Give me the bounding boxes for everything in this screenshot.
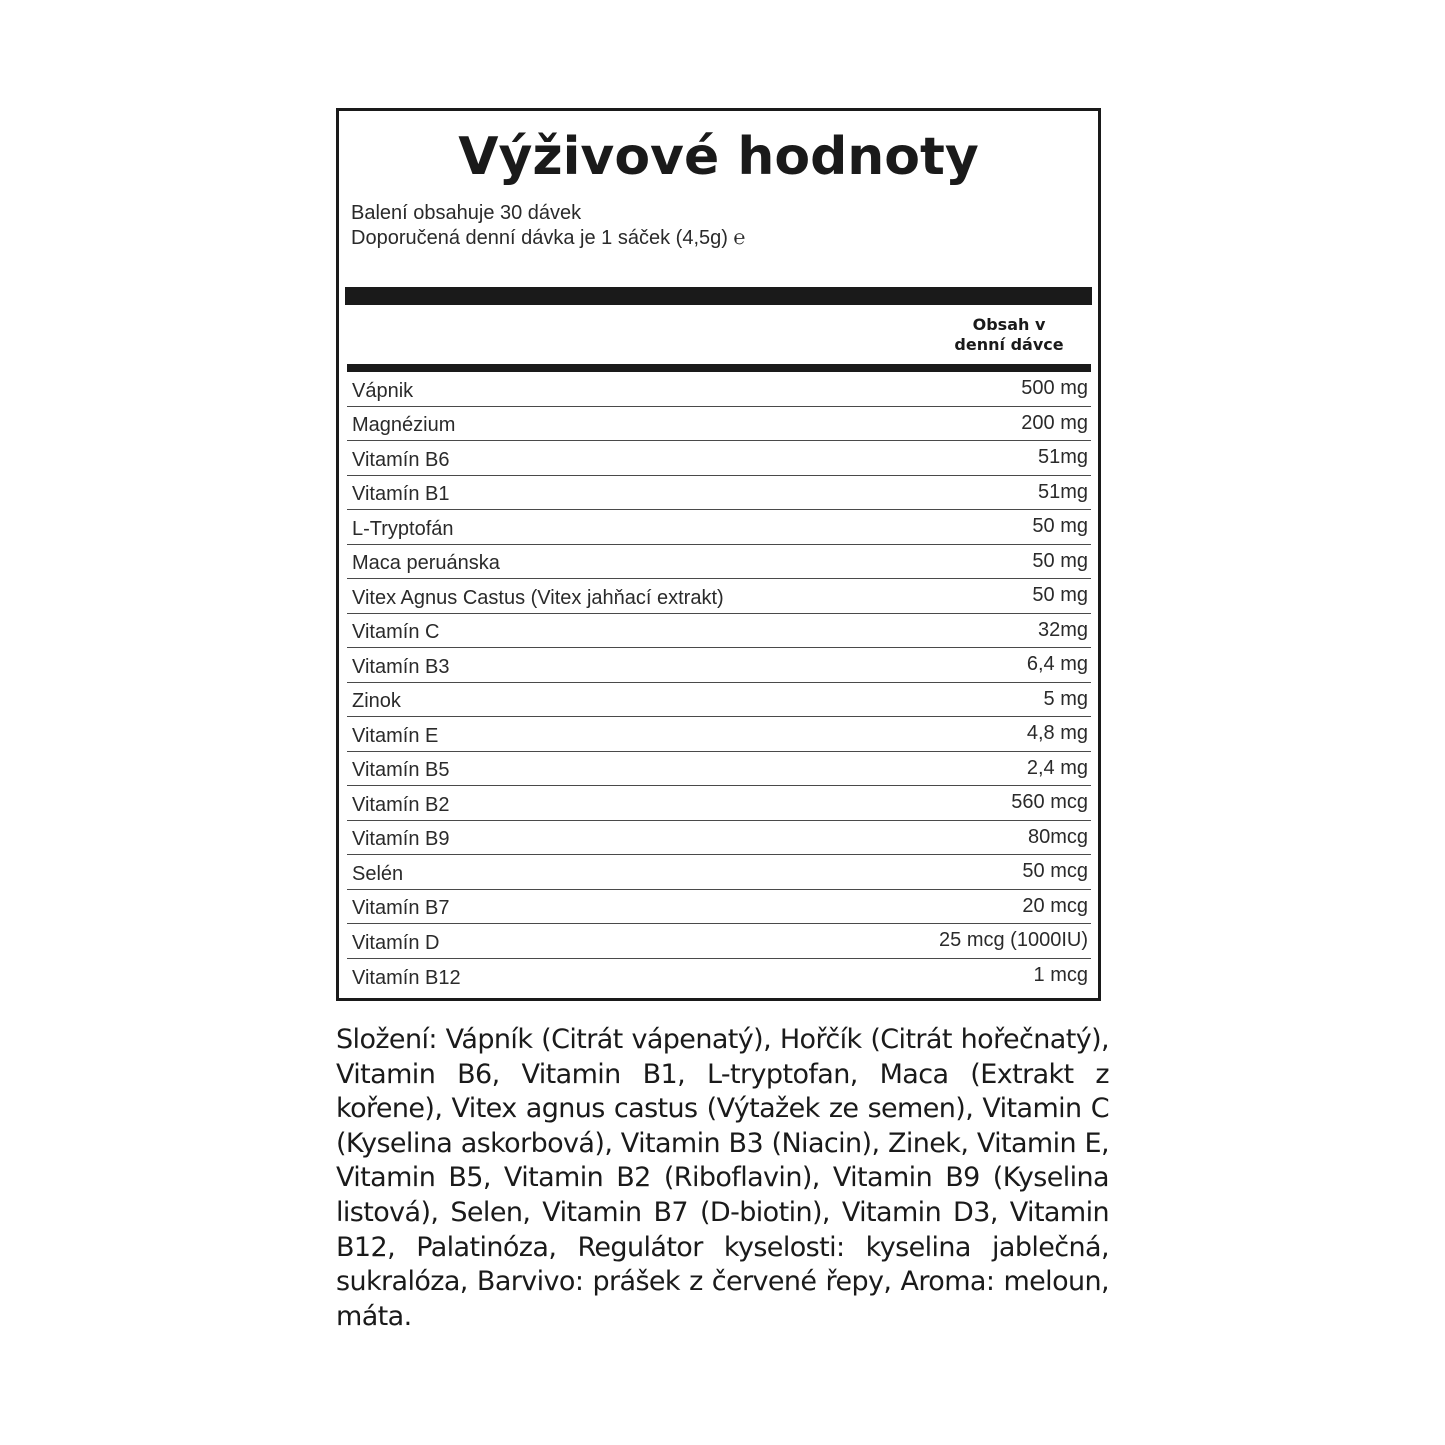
nutrient-name: L-Tryptofán (352, 517, 454, 540)
nutrient-name: Zinok (352, 690, 401, 712)
header-divider-bar (345, 287, 1092, 305)
table-row (347, 372, 1091, 407)
package-info: Balení obsahuje 30 dávek (351, 202, 582, 224)
nutrient-value: 20 mcg (1022, 894, 1088, 917)
table-row (347, 614, 1091, 649)
nutrient-value: 5 mg (1043, 687, 1088, 710)
nutrient-name: Vitex Agnus Castus (Vitex jahňací extrakt) (352, 586, 724, 609)
nutrient-name: Magnézium (352, 414, 456, 436)
nutrient-value: 51mg (1037, 446, 1088, 468)
nutrient-name: Vitamín B5 (352, 759, 450, 781)
nutrient-table (347, 372, 1091, 993)
table-row (347, 441, 1091, 476)
nutrient-value: 50 mg (1032, 584, 1088, 606)
recommended-dose: Doporučená denní dávka je 1 sáček (4,5g) ℮ (351, 227, 746, 249)
table-row (347, 717, 1091, 752)
nutrient-name: Vitamín E (352, 724, 439, 747)
nutrition-label (336, 108, 1101, 1001)
nutrient-name: Vitamín D (352, 931, 440, 954)
nutrient-name: Vitamín B3 (352, 655, 450, 678)
table-row (347, 855, 1091, 890)
table-row (347, 683, 1091, 718)
table-row (347, 890, 1091, 925)
nutrient-value: 25 mcg (1000IU) (939, 929, 1088, 951)
column-header-line2: denní dávce (954, 335, 1064, 354)
table-row (347, 821, 1091, 856)
column-header-line1: Obsah v (972, 315, 1046, 334)
table-row (347, 579, 1091, 614)
nutrient-value: 560 mcg (1011, 791, 1088, 813)
nutrient-value: 32mg (1037, 618, 1088, 641)
table-row (347, 924, 1091, 959)
nutrient-value: 80mcg (1027, 825, 1088, 848)
nutrient-name: Vitamín B9 (352, 828, 450, 850)
nutrient-name: Vitamín B1 (352, 483, 450, 505)
label-title: Výživové hodnoty (458, 127, 979, 187)
nutrient-name: Vitamín B6 (352, 448, 450, 471)
nutrient-name: Maca peruánska (352, 552, 500, 574)
table-row (347, 407, 1091, 442)
table-row (347, 648, 1091, 683)
nutrient-value: 200 mg (1021, 411, 1088, 434)
table-row (347, 959, 1091, 994)
nutrient-value: 50 mg (1032, 549, 1088, 572)
nutrient-name: Selén (352, 862, 404, 885)
table-row (347, 545, 1091, 580)
nutrient-value: 2,4 mg (1026, 756, 1088, 779)
nutrient-name: Vitamín B12 (352, 967, 461, 989)
table-row (347, 786, 1091, 821)
nutrient-value: 6,4 mg (1026, 653, 1088, 675)
nutrient-value: 50 mcg (1022, 860, 1088, 882)
nutrient-value: 50 mg (1032, 515, 1088, 537)
nutrient-value: 4,8 mg (1026, 722, 1088, 744)
table-row (347, 510, 1091, 545)
nutrient-value: 500 mg (1021, 377, 1088, 399)
nutrient-name: Vápnik (352, 379, 414, 402)
nutrient-name: Vitamín B7 (352, 897, 450, 919)
table-row (347, 752, 1091, 787)
nutrient-name: Vitamín C (352, 621, 440, 643)
column-header (929, 315, 1089, 355)
nutrient-value: 51mg (1037, 480, 1088, 503)
table-divider-bar (347, 364, 1091, 372)
nutrient-name: Vitamín B2 (352, 793, 450, 816)
table-row (347, 476, 1091, 511)
nutrient-value: 1 mcg (1033, 963, 1088, 986)
ingredients-text: Složení: Vápník (Citrát vápenatý), Hořčík (Citrát hořečnatý), Vitamin B6, Vitamin B1, L-tryptofan, Maca (Extrakt z kořene), Vitex agnus castus (Výtažek ze semen), Vitamin C (Kyselina askorbová), Vitamin B3 (Niacin), Zinek, Vitamin E, Vitamin B5, Vitamin B2 (Riboflavin), Vitamin B9 (Kyselina listová), Selen, Vitamin B7 (D-biotin), Vitamin D3, Vitamin B12, Palatinóza, Regulátor kyselosti: kyselina jablečná, sukralóza, Barvivo: prášek z červené řepy, Aroma: meloun, máta. (336, 1024, 1109, 1332)
